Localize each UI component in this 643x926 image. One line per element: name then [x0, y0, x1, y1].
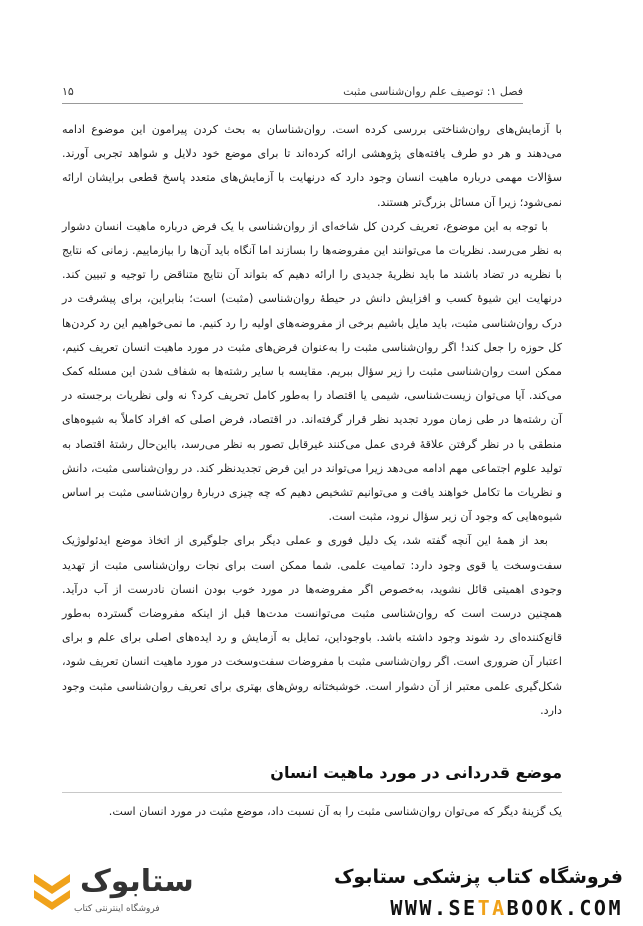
chevron-logo-icon: [30, 868, 74, 918]
running-head: [62, 82, 523, 100]
url-part: WWW.SE: [390, 896, 478, 920]
shop-url: [390, 896, 623, 920]
section-divider: [62, 792, 562, 793]
logo-text: ستابوک: [80, 864, 194, 899]
setabook-logo: [30, 862, 250, 922]
chapter-title: فصل ۱: توصیف علم روان‌شناسی مثبت: [343, 84, 523, 98]
section-heading: موضع قدردانی در مورد ماهیت انسان: [270, 763, 562, 782]
paragraph: بعد از همهٔ این آنچه گفته شد، یک دلیل فوری و عملی دیگر برای جلوگیری از اتخاذ موضع ایدئولوژیک سفت‌وسخت یا قوی وجود دارد: تمامیت علمی. شما ممکن است برای نجات روان‌شناسی مثبت از تهدید وجودی اهمیتی قائل نشوید، به‌خصوص اگر مفروضه‌ها در مورد خوب بودن انسان نادرست از آب درآید. همچنین درست است که روان‌شناسی مثبت می‌توانست مدت‌ها قبل از اینکه مفروضات گسترده به‌طور قانع‌کننده‌ای رد شوند وجود داشته باشد. باوجوداین، تمایل به آزمایش و رد ایده‌های اصلی برای علم و برای اعتبار آن ضروری است. اگر روان‌شناسی مثبت با مفروضات سفت‌وسخت در مورد ماهیت انسان تعریف شود، شکل‌گیری علمی معتبر از آن دشوار است. خوشبختانه روش‌های بهتری برای تعریف روان‌شناسی مثبت وجود دارد.: [62, 534, 562, 717]
shop-name: فروشگاه کتاب پزشکی ستابوک: [333, 866, 623, 888]
watermark-banner: [0, 848, 643, 926]
url-part: BOOK.COM: [506, 896, 623, 920]
logo-subtitle: فروشگاه اینترنتی کتاب: [74, 904, 160, 914]
body-text: [62, 118, 562, 723]
paragraph: با آزمایش‌های روان‌شناختی بررسی کرده است. روان‌شناسان به بحث کردن پیرامون این موضوع ادامه می‌دهند و هر دو طرف یافته‌های پژوهشی ارائه کرده‌اند تا برای موضع خود دلایل و شواهد تجربی آورند. سؤالات مهمی درباره ماهیت انسان وجود دارد که درنهایت با آزمایش‌های متعدد پاسخ قطعی برایشان ارائه نمی‌شود؛ زیرا آن مسائل بزرگ‌تر هستند.: [62, 123, 562, 209]
section-paragraph: یک گزینهٔ دیگر که می‌توان روان‌شناسی مثبت را به آن نسبت داد، موضع مثبت در مورد انسان است.: [108, 805, 562, 818]
paragraph: با توجه به این موضوع، تعریف کردن کل شاخه‌ای از روان‌شناسی با یک فرض درباره ماهیت انسان دشوار به نظر می‌رسد. نظریات ما می‌توانند این مفروضه‌ها را بسازند اما آنگاه باید آن‌ها را بیازماییم. زمانی که نتایج با نظریه در تضاد باشند ما باید نظریهٔ جدیدی را ارائه دهیم که بتواند آن نتایج متناقض را توجیه و تبیین کند. درنهایت این شیوهٔ کسب و افزایش دانش در حیطهٔ روان‌شناسی (مثبت) است؛ بنابراین، برای پیشرفت در درک روان‌شناسی مثبت، باید مایل باشیم برخی از مفروضه‌های اولیه را رد کنیم. ما نمی‌خواهیم این رد کردن‌ها کل حوزه را جعل کند! اگر روان‌شناسی مثبت را به‌عنوان فرض‌های مثبت در مورد ماهیت انسان تعریف کنیم، ممکن است روان‌شناسی مثبت را زیر سؤال ببریم. مقایسه با سایر رشته‌ها به شفاف شدن این مسئله کمک می‌کند. آیا می‌توان زیست‌شناسی، شیمی یا اقتصاد را به‌طور کامل تحریف کرد؟ نه ولی نظریات برجسته در آن رشته‌ها در طی زمان مورد تجدید نظر قرار گرفته‌اند. در اقتصاد، فرض اصلی که افراد کاملاً به شیوه‌های منطقی با در نظر گرفتن علاقهٔ فردی عمل می‌کنند غیرقابل تصور به نظر می‌رسد، بااین‌حال رشتهٔ اقتصاد به تولید علوم اجتماعی مهم ادامه می‌دهد زیرا می‌تواند در این فرض تجدیدنظر کند. در روان‌شناسی مثبت، دانش و نظریات ما تکامل خواهند یافت و می‌توانیم تشخیص دهیم که چه چیزی دربارهٔ روان‌شناسی مثبت بر اساس شیوه‌هایی که وجود آن زیر سؤال نرود، مثبت است.: [62, 219, 562, 524]
header-divider: [62, 103, 523, 104]
url-accent: TA: [477, 896, 507, 920]
page-number: ۱۵: [62, 84, 74, 98]
